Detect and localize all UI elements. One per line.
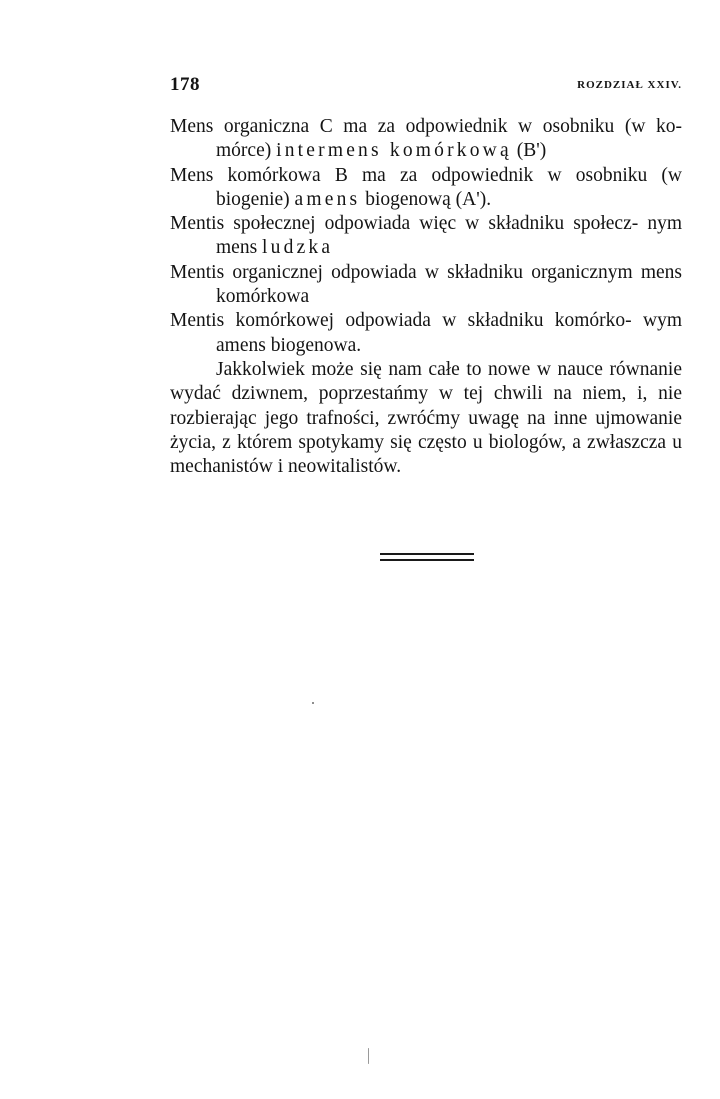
ornament-rule-top xyxy=(380,553,474,555)
paper-speck xyxy=(312,702,314,704)
ornament-rule-bottom xyxy=(380,559,474,561)
spaced-term: intermens komórkową xyxy=(276,140,512,162)
spaced-term: amens xyxy=(294,188,361,210)
running-head: ROZDZIAŁ XXIV. xyxy=(577,79,682,91)
equivalence-entry-1 xyxy=(170,115,682,164)
equivalence-entry-4 xyxy=(170,261,682,310)
entry-text: Mentis społecznej odpowiada więc w składniku społecz‑ nym mens xyxy=(170,213,682,259)
entry-text: Mentis komórkowej odpowiada w składniku komórko‑ wym amens biogenowa. xyxy=(170,310,682,356)
end-ornament-double-rule xyxy=(380,553,474,562)
equivalence-entry-2 xyxy=(170,164,682,213)
body-text xyxy=(170,115,682,479)
spaced-term: ludzka xyxy=(262,237,334,259)
entry-text: Mens komórkowa B ma za odpowiednik w osobniku (w biogenie) xyxy=(170,164,682,210)
equivalence-entry-3 xyxy=(170,212,682,261)
entry-text: (B') xyxy=(511,140,547,162)
page-number: 178 xyxy=(170,74,200,95)
entry-text: biogenową (A'). xyxy=(360,188,492,210)
equivalence-entry-5 xyxy=(170,309,682,358)
entry-text: Mentis organicznej odpowiada w składniku organicznym mens komórkowa xyxy=(170,261,682,308)
paper-mark xyxy=(368,1048,369,1064)
entry-text: Mens organiczna C ma za odpowiednik w osobniku (w ko‑ mórce) xyxy=(170,116,682,162)
closing-paragraph: Jakkolwiek może się nam całe to nowe w nauce równanie wydać dziwnem, poprzestańmy w tej chwili na niem, i, nie rozbierając jego trafności, zwróćmy uwagę na inne ujmowanie życia, z którem spotykamy się często u biologów, a zwłaszcza u mechanistów i neowitalistów. xyxy=(170,358,682,478)
